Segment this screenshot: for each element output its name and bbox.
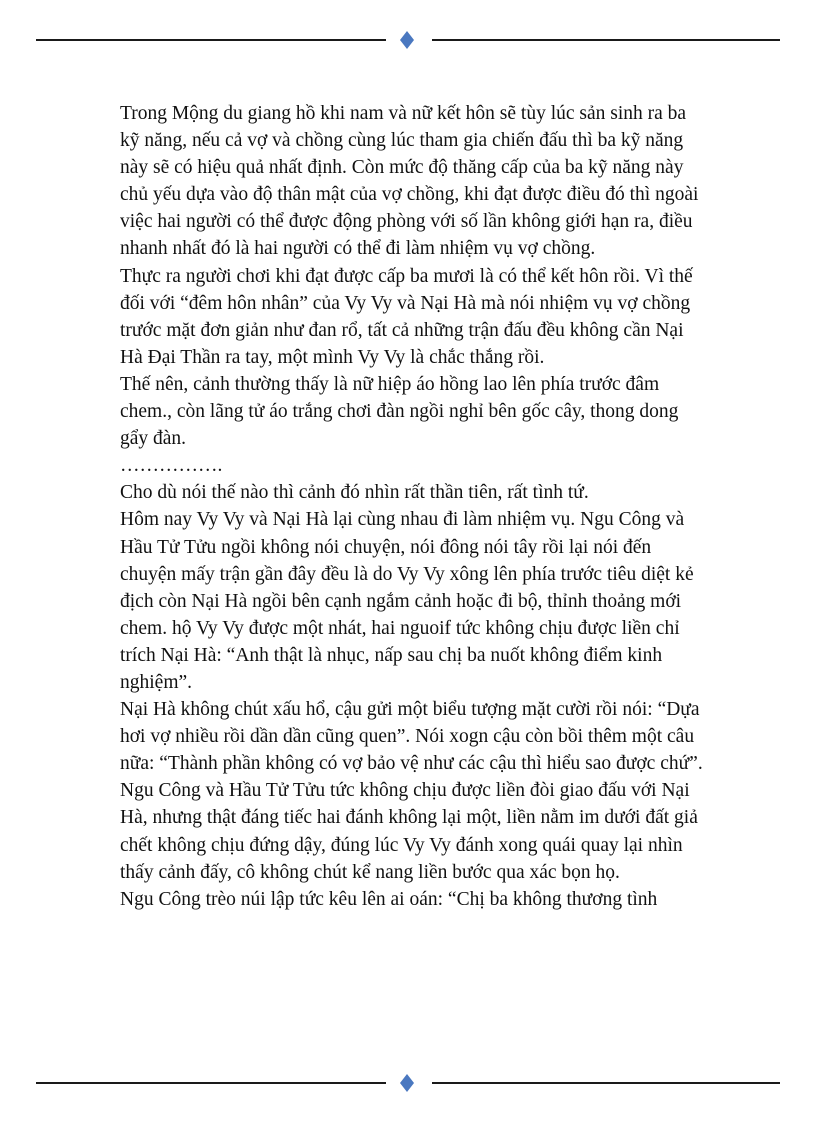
ellipsis-separator: ……………. bbox=[120, 455, 223, 477]
paragraph-7: Ngu Công và Hầu Tử Tửu tức không chịu được liền đòi giao đấu với Nại Hà, nhưng thật đáng tiếc hai đánh không lại một, liền nằm im dưới đất giả chết không chịu đứng dậy, đúng lúc Vy Vy đánh xong quái quay lại nhìn thấy cảnh đấy, cô không chút kể nang liền bước qua xác bọn họ. bbox=[120, 780, 698, 883]
paragraph-3: Thế nên, cảnh thường thấy là nữ hiệp áo hồng lao lên phía trước đâm chem., còn lãng tử áo trắng chơi đàn ngồi nghỉ bên gốc cây, thong dong gẩy đàn. bbox=[120, 373, 679, 450]
page-body bbox=[120, 100, 710, 913]
diamond-icon bbox=[400, 1074, 414, 1092]
header-ornament bbox=[0, 30, 816, 50]
footer-rule-left bbox=[36, 1082, 386, 1084]
paragraph-1: Trong Mộng du giang hồ khi nam và nữ kết hôn sẽ tùy lúc sản sinh ra ba kỹ năng, nếu cả vợ và chồng cùng lúc tham gia chiến đấu thì ba kỹ năng này sẽ có hiệu quả nhất định. Còn mức độ thăng cấp của ba kỹ năng này chủ yếu dựa vào độ thân mật của vợ chồng, khi đạt được điều đó thì ngoài việc hai người có thể được động phòng với số lần không giới hạn ra, điều nhanh nhất đó là hai người có thể đi làm nhiệm vụ vợ chồng. bbox=[120, 103, 699, 260]
diamond-icon bbox=[400, 31, 414, 49]
paragraph-2: Thực ra người chơi khi đạt được cấp ba mươi là có thể kết hôn rồi. Vì thế đối với “đêm hôn nhân” của Vy Vy và Nại Hà mà nói nhiệm vụ vợ chồng trước mặt đơn giản như đan rổ, tất cả những trận đấu đều không cần Nại Hà Đại Thần ra tay, một mình Vy Vy là chắc thắng rồi. bbox=[120, 265, 693, 368]
paragraph-5: Hôm nay Vy Vy và Nại Hà lại cùng nhau đi làm nhiệm vụ. Ngu Công và Hầu Tử Tửu ngồi không nói chuyện, nói đông nói tây rồi lại nói đến chuyện mấy trận gần đây đều là do Vy Vy xông lên phía trước tiêu diệt kẻ địch còn Nại Hà ngồi bên cạnh ngắm cảnh hoặc đi bộ, thỉnh thoảng mới chem. hộ Vy Vy được một nhát, hai nguoif tức không chịu được liền chỉ trích Nại Hà: “Anh thật là nhục, nấp sau chị ba nuốt không điểm kinh nghiệm”. bbox=[120, 509, 694, 693]
footer-rule-right bbox=[432, 1082, 780, 1084]
paragraph-8: Ngu Công trèo núi lập tức kêu lên ai oán: “Chị ba không thương tình bbox=[120, 888, 658, 910]
paragraph-6: Nại Hà không chút xấu hổ, cậu gửi một biểu tượng mặt cười rồi nói: “Dựa hơi vợ nhiều rồi dần dần cũng quen”. Nói xogn cậu còn bồi thêm một câu nữa: “Thành phần không có vợ bảo vệ như các cậu thì hiểu sao được chứ”. bbox=[120, 699, 703, 775]
header-rule-left bbox=[36, 39, 386, 41]
footer-ornament bbox=[0, 1073, 816, 1093]
paragraph-4: Cho dù nói thế nào thì cảnh đó nhìn rất thần tiên, rất tình tứ. bbox=[120, 482, 589, 504]
header-rule-right bbox=[432, 39, 780, 41]
